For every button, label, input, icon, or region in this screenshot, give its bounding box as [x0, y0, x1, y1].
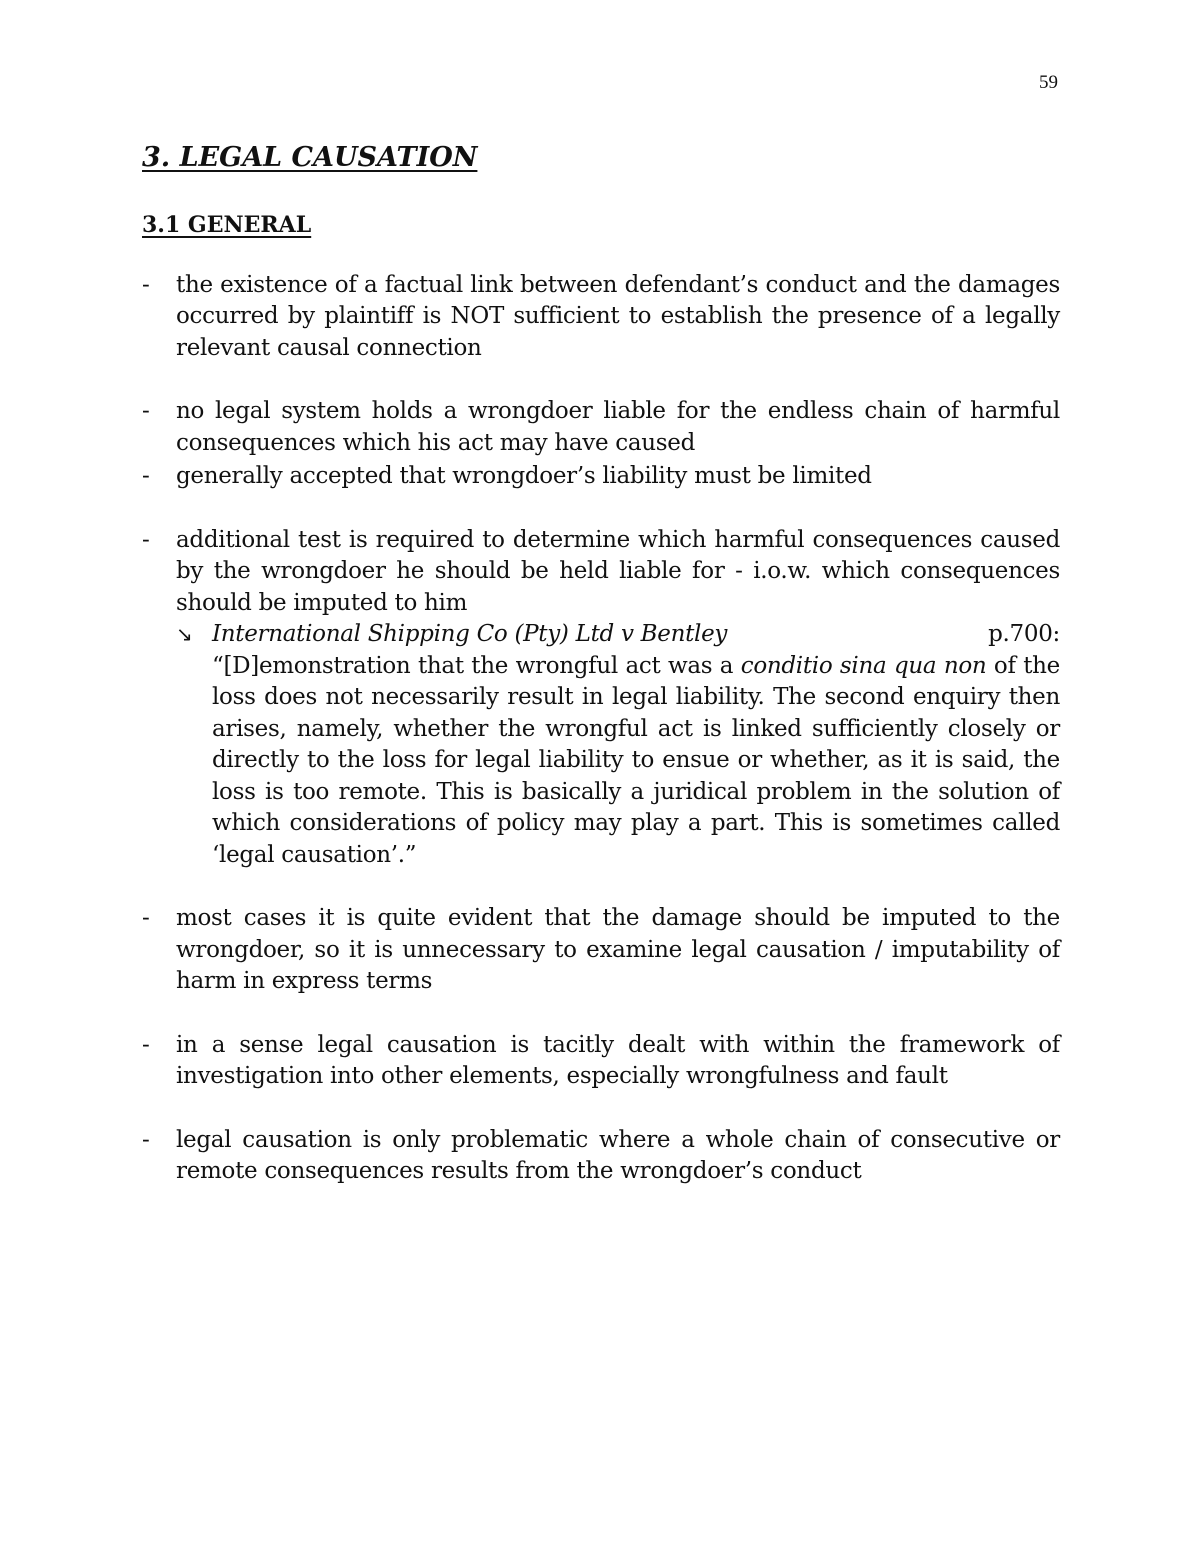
list-item: [142, 396, 1060, 459]
list-item: [142, 903, 1060, 998]
page-reference: p.700:: [988, 621, 1060, 648]
list-item: [142, 525, 1060, 620]
quote-part-2: of the loss does not necessarily result in legal liability. The second enquiry then arises, namely, whether the wrongful act is linked sufficiently closely or directly to the loss for legal liability to ensue or whether, as it is said, the loss is too remote. This is basically a juridical problem in the solution of which considerations of policy may play a part. This is sometimes called ‘legal causation’.”: [212, 652, 1060, 868]
list-item-text: additional test is required to determine which harmful consequences caused by the wrongdoer he should be held liable for - i.o.w. which consequences should be imputed to him: [176, 526, 1060, 616]
bullet-marker: -: [142, 905, 150, 932]
document-body: [142, 140, 1060, 1188]
list-item: [142, 1030, 1060, 1093]
case-citation: [212, 619, 1060, 651]
page-number: 59: [1039, 72, 1058, 93]
list-item-text: legal causation is only problematic where a whole chain of consecutive or remote consequences results from the wrongdoer’s conduct: [176, 1126, 1060, 1185]
case-quote: [142, 619, 1060, 871]
bullet-marker: -: [142, 463, 150, 490]
list-item-text: in a sense legal causation is tacitly dealt with within the framework of investigation into other elements, especially wrongfulness and fault: [176, 1031, 1060, 1090]
list-item: [142, 1125, 1060, 1188]
quote-text: [212, 619, 1060, 871]
page-title: 3. LEGAL CAUSATION: [142, 142, 478, 173]
latin-phrase: conditio sina qua non: [740, 652, 987, 679]
section-heading: 3.1 GENERAL: [142, 212, 312, 239]
bullet-marker: -: [142, 1126, 150, 1153]
bullet-marker: -: [142, 526, 150, 553]
bullet-marker: -: [142, 1031, 150, 1058]
list-item-text: the existence of a factual link between defendant’s conduct and the damages occurred by plaintiff is NOT sufficient to establish the presence of a legally relevant causal connection: [176, 271, 1060, 361]
list-item: [142, 270, 1060, 365]
list-item: [142, 461, 1060, 493]
bullet-marker: -: [142, 398, 150, 425]
quote-part-1: “[D]emonstration that the wrongful act was a: [212, 652, 741, 679]
bullet-marker: -: [142, 271, 150, 298]
list-item-text: no legal system holds a wrongdoer liable for the endless chain of harmful consequences which his act may have caused: [176, 398, 1060, 456]
case-name: International Shipping Co (Pty) Ltd v Bentley: [212, 621, 728, 648]
list-item-text: most cases it is quite evident that the damage should be imputed to the wrongdoer, so it is unnecessary to examine legal causation / imputability of harm in express terms: [176, 905, 1060, 995]
list-item-text: generally accepted that wrongdoer’s liability must be limited: [176, 463, 872, 490]
arrow-down-right-icon: ↘: [176, 622, 193, 647]
